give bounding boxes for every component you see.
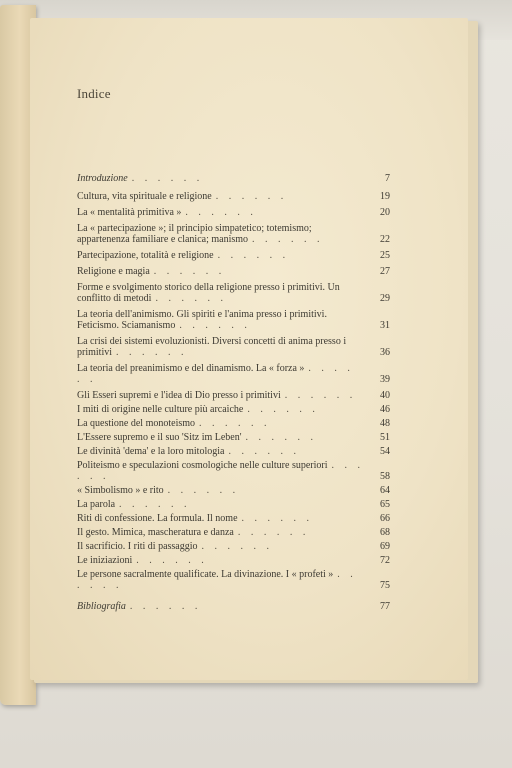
toc-leader-dots: . . . . . . bbox=[77, 363, 354, 385]
toc-entry-title: La crisi dei sistemi evoluzionisti. Diversi concetti di anima presso i primitivi bbox=[77, 336, 347, 358]
toc-entry-page: 66 bbox=[380, 513, 390, 524]
toc-entry bbox=[77, 499, 390, 510]
toc-entry-page: 77 bbox=[380, 601, 390, 612]
toc-leader-dots: . . . . . . bbox=[129, 601, 202, 612]
toc-leader-dots: . . . . . . bbox=[179, 320, 251, 331]
toc-entry bbox=[77, 223, 390, 245]
toc-entry-page: 7 bbox=[385, 173, 390, 184]
toc-entry-title: La « partecipazione »; il principio simpatetico; totemismo; appartenenza familiare e clanica; manismo bbox=[77, 223, 312, 245]
toc-entry-title: La teoria dell'animismo. Gli spiriti e l'anima presso i primitivi. Feticismo. Sciamanismo bbox=[77, 309, 327, 331]
toc-entry bbox=[77, 363, 390, 385]
toc-entry-title: Le iniziazioni bbox=[77, 555, 133, 566]
toc-entry-title: Le persone sacralmente qualificate. La divinazione. I « profeti » bbox=[77, 569, 334, 580]
toc-entry-title: La parola bbox=[77, 499, 116, 510]
toc-leader-dots: . . . . . . bbox=[252, 234, 324, 245]
toc-leader-dots: . . . . . . bbox=[237, 527, 310, 538]
toc-entry bbox=[77, 485, 390, 496]
toc-entry-title: Forme e svolgimento storico della religione presso i primitivi. Un conflitto di metodi bbox=[77, 282, 340, 304]
toc-entry-page: 40 bbox=[380, 390, 390, 401]
toc-entry bbox=[77, 309, 390, 331]
toc-leader-dots: . . . . . . bbox=[199, 418, 271, 429]
toc-entry-page: 54 bbox=[380, 446, 390, 457]
toc-entry-page: 31 bbox=[380, 320, 390, 331]
toc-entry-title: La teoria del preanimismo e del dinamismo. La « forza » bbox=[77, 363, 305, 374]
toc-leader-dots: . . . . . . bbox=[167, 485, 240, 496]
toc-entry-title: La questione del monoteismo bbox=[77, 418, 196, 429]
toc-entry bbox=[77, 527, 390, 538]
toc-leader-dots: . . . . . . bbox=[245, 432, 318, 443]
toc-entry-page: 46 bbox=[380, 404, 390, 415]
toc-entry bbox=[77, 390, 390, 401]
toc-entry bbox=[77, 446, 390, 457]
toc-entry-page: 20 bbox=[380, 207, 390, 218]
toc-leader-dots: . . . . . . bbox=[284, 390, 357, 401]
toc-entry bbox=[77, 282, 390, 304]
toc-leader-dots: . . . . . . bbox=[77, 569, 357, 591]
toc-entry-title: Partecipazione, totalità e religione bbox=[77, 250, 214, 261]
toc-entry bbox=[77, 432, 390, 443]
toc-leader-dots: . . . . . . bbox=[131, 173, 204, 184]
toc-leader-dots: . . . . . . bbox=[77, 460, 364, 482]
toc-entry-page: 25 bbox=[380, 250, 390, 261]
toc-entry bbox=[77, 404, 390, 415]
toc-entry-title: La « mentalità primitiva » bbox=[77, 207, 182, 218]
toc-entry-title: Riti di confessione. La formula. Il nome bbox=[77, 513, 238, 524]
toc-leader-dots: . . . . . . bbox=[228, 446, 300, 457]
toc-entry-title: « Simbolismo » e rito bbox=[77, 485, 164, 496]
toc-entry-title: Politeismo e speculazioni cosmologiche nelle culture superiori bbox=[77, 460, 328, 471]
toc-entry-title: L'Essere supremo e il suo 'Sitz im Leben' bbox=[77, 432, 242, 443]
toc-leader-dots: . . . . . . bbox=[116, 347, 188, 358]
toc-entry-title: Gli Esseri supremi e l'idea di Dio presso i primitivi bbox=[77, 390, 281, 401]
toc-entry-title: Le divinità 'dema' e la loro mitologia bbox=[77, 446, 225, 457]
toc-entry-page: 48 bbox=[380, 418, 390, 429]
toc-entry-page: 51 bbox=[380, 432, 390, 443]
toc-leader-dots: . . . . . . bbox=[155, 293, 227, 304]
toc-leader-dots: . . . . . . bbox=[153, 266, 226, 277]
toc-entry bbox=[77, 541, 390, 552]
toc-entry-page: 64 bbox=[380, 485, 390, 496]
toc-entry-page: 39 bbox=[380, 374, 390, 385]
toc-entry bbox=[77, 513, 390, 524]
toc-entry-title: Religione e magia bbox=[77, 266, 150, 277]
toc-entry bbox=[77, 250, 390, 261]
toc-entry-page: 69 bbox=[380, 541, 390, 552]
toc-entry bbox=[77, 266, 390, 277]
toc-entry-page: 58 bbox=[380, 471, 390, 482]
toc-entry-page: 75 bbox=[380, 580, 390, 591]
toc-entry-title: Il sacrificio. I riti di passaggio bbox=[77, 541, 198, 552]
toc-entry bbox=[77, 191, 390, 202]
toc-leader-dots: . . . . . . bbox=[201, 541, 274, 552]
toc-entry-title: Introduzione bbox=[77, 173, 128, 184]
toc-entry bbox=[77, 555, 390, 566]
toc-leader-dots: . . . . . . bbox=[136, 555, 208, 566]
toc-entry bbox=[77, 173, 390, 184]
toc-entry bbox=[77, 601, 390, 612]
toc-entry-page: 72 bbox=[380, 555, 390, 566]
toc-entry-title: Bibliografia bbox=[77, 601, 126, 612]
toc-leader-dots: . . . . . . bbox=[215, 191, 288, 202]
toc-leader-dots: . . . . . . bbox=[241, 513, 314, 524]
toc-entry bbox=[77, 207, 390, 218]
table-of-contents bbox=[77, 170, 390, 612]
toc-entry bbox=[77, 418, 390, 429]
toc-leader-dots: . . . . . . bbox=[185, 207, 257, 218]
toc-entry bbox=[77, 569, 390, 591]
toc-entry-page: 65 bbox=[380, 499, 390, 510]
toc-entry-page: 19 bbox=[380, 191, 390, 202]
toc-leader-dots: . . . . . . bbox=[119, 499, 191, 510]
toc-entry bbox=[77, 336, 390, 358]
toc-entry-title: Cultura, vita spirituale e religione bbox=[77, 191, 212, 202]
toc-leader-dots: . . . . . . bbox=[217, 250, 290, 261]
toc-entry-page: 68 bbox=[380, 527, 390, 538]
toc-entry-page: 29 bbox=[380, 293, 390, 304]
toc-entry-title: Il gesto. Mimica, mascheratura e danza bbox=[77, 527, 234, 538]
toc-entry bbox=[77, 460, 390, 482]
toc-leader-dots: . . . . . . bbox=[247, 404, 319, 415]
toc-entry-title: I miti di origine nelle culture più arcaiche bbox=[77, 404, 244, 415]
page-title: Indice bbox=[77, 86, 111, 101]
toc-entry-page: 27 bbox=[380, 266, 390, 277]
toc-entry-page: 36 bbox=[380, 347, 390, 358]
toc-entry-page: 22 bbox=[380, 234, 390, 245]
